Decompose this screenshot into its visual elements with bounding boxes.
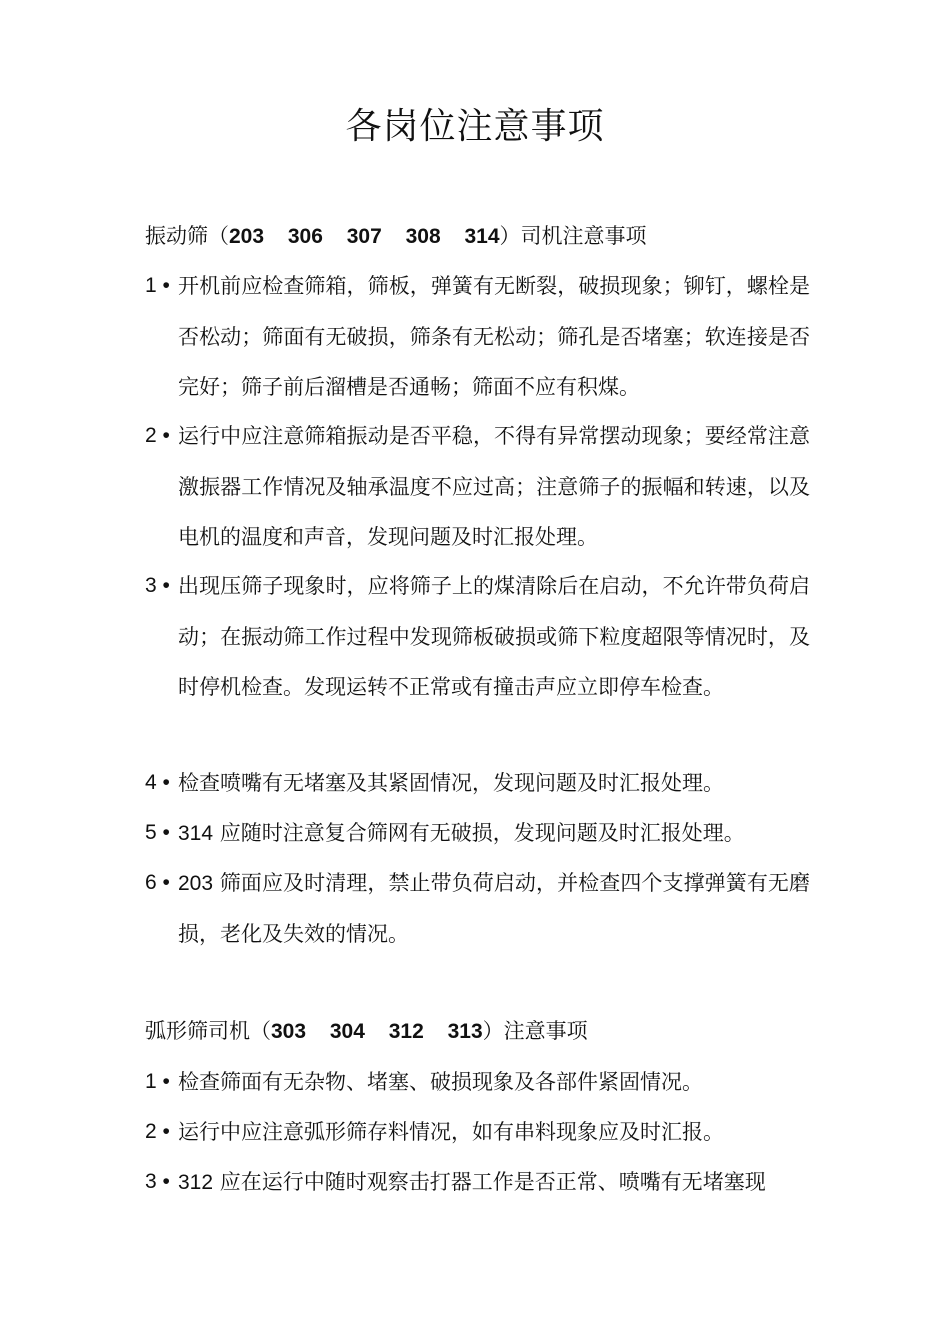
document-title: 各岗位注意事项 <box>345 106 605 147</box>
list-item <box>145 561 810 712</box>
list-item-text <box>178 1107 810 1158</box>
item-text: 应在运行中随时观察击打器工作是否正常、喷嘴有无堵塞现 <box>213 1170 766 1194</box>
section-heading-prefix: 振动筛（ <box>145 224 229 248</box>
list-marker: 6 • <box>145 871 170 894</box>
list-item-text <box>178 411 810 562</box>
list-marker: 2 • <box>145 1120 170 1143</box>
list-item <box>145 1157 810 1208</box>
section-heading-suffix: ）司机注意事项 <box>499 224 647 248</box>
item-text: 筛面应及时清理，禁止带负荷启动，并检查四个支撑弹簧有无磨损，老化及失效的情况。 <box>178 871 810 946</box>
item-text: 开机前应检查筛箱，筛板，弹簧有无断裂，破损现象；铆钉，螺栓是否松动；筛面有无破损，筛条有无松动；筛孔是否堵塞；软连接是否完好；筛子前后溜槽是否通畅；筛面不应有积煤。 <box>178 274 810 399</box>
list-item-text <box>178 261 810 412</box>
list-item-text <box>178 858 810 959</box>
section-heading-numbers: 203 306 307 308 314 <box>229 225 500 248</box>
item-text: 运行中应注意弧形筛存料情况，如有串料现象应及时汇报。 <box>178 1120 724 1144</box>
list-item <box>145 1107 810 1158</box>
list-item <box>145 1057 810 1108</box>
list-marker: 4 • <box>145 771 170 794</box>
item-code: 314 <box>178 822 214 845</box>
list-item <box>145 808 810 859</box>
item-text: 检查筛面有无杂物、堵塞、破损现象及各部件紧固情况。 <box>178 1070 703 1094</box>
item-text: 运行中应注意筛箱振动是否平稳，不得有异常摆动现象；要经常注意激振器工作情况及轴承温度不应过高；注意筛子的振幅和转速，以及电机的温度和声音，发现问题及时汇报处理。 <box>178 424 810 549</box>
list-marker: 1 • <box>145 274 170 297</box>
list-marker: 1 • <box>145 1070 170 1093</box>
list-marker: 2 • <box>145 424 170 447</box>
item-text: 检查喷嘴有无堵塞及其紧固情况，发现问题及时汇报处理。 <box>178 771 724 795</box>
list-item <box>145 758 810 809</box>
section-heading-suffix: ）注意事项 <box>482 1019 588 1043</box>
list-marker: 3 • <box>145 1170 170 1193</box>
list-item <box>145 411 810 562</box>
list-item-text <box>178 758 810 809</box>
list-marker: 5 • <box>145 821 170 844</box>
item-text: 应随时注意复合筛网有无破损，发现问题及时汇报处理。 <box>213 821 745 845</box>
section-heading-prefix: 弧形筛司机（ <box>145 1019 271 1043</box>
section-heading-vibrating-screen <box>145 222 647 251</box>
item-code: 312 <box>178 1171 214 1194</box>
section-heading-numbers: 303 304 312 313 <box>271 1020 483 1043</box>
list-item <box>145 858 810 959</box>
list-item-text <box>178 561 810 712</box>
list-item-text <box>178 808 810 859</box>
list-marker: 3 • <box>145 574 170 597</box>
section-heading-arc-screen <box>145 1017 588 1046</box>
list-item <box>145 261 810 412</box>
item-text: 出现压筛子现象时，应将筛子上的煤清除后在启动，不允许带负荷启动；在振动筛工作过程中发现筛板破损或筛下粒度超限等情况时，及时停机检查。发现运转不正常或有撞击声应立即停车检查。 <box>178 574 810 699</box>
item-code: 203 <box>178 872 214 895</box>
list-item-text <box>178 1157 810 1208</box>
list-item-text <box>178 1057 810 1108</box>
